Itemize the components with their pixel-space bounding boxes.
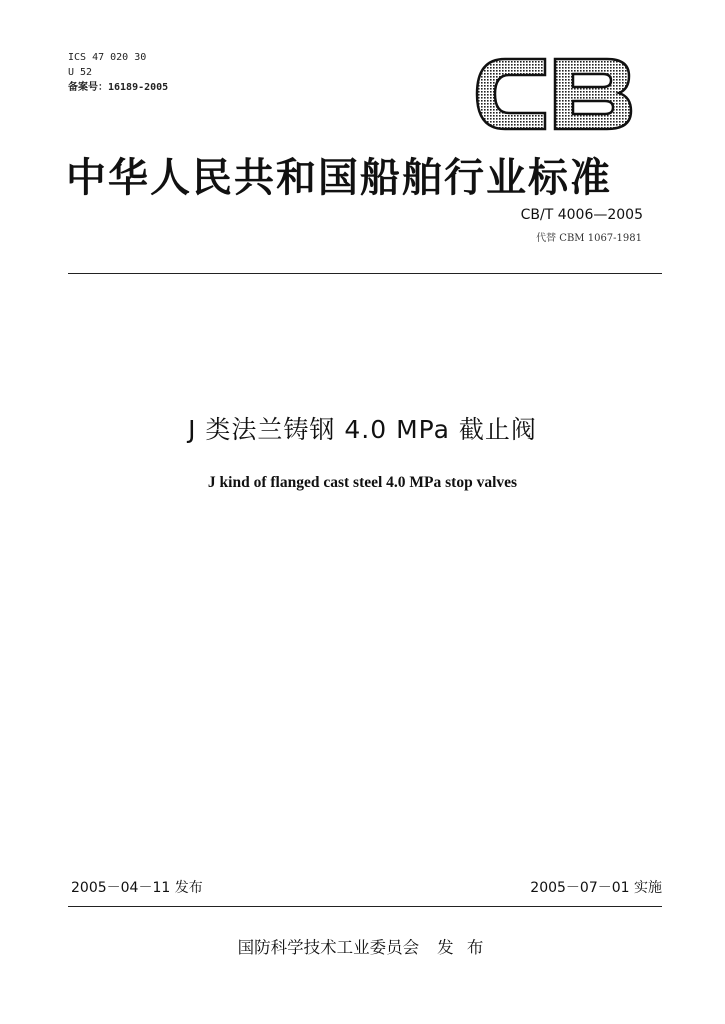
bottom-divider [68, 906, 662, 907]
title-english: J kind of flanged cast steel 4.0 MPa stop valves [207, 474, 518, 491]
top-divider [68, 273, 662, 274]
publisher-suffix: 发 布 [437, 938, 488, 957]
title-chinese: J 类法兰铸钢 4.0 MPa 截止阀 [188, 415, 537, 444]
standard-number: CB/T 4006—2005 [520, 207, 643, 223]
ics-code: ICS 47 020 30 [68, 52, 147, 63]
cb-logo [475, 55, 633, 133]
logo-letter-b [555, 59, 631, 129]
filing-number: 备案号：16189-2005 [68, 82, 169, 93]
implementation-date: 2005－07－01 实施 [530, 880, 662, 896]
logo-letter-c [477, 59, 545, 129]
organization-title: 中华人民共和国船舶行业标准 [66, 155, 612, 201]
publisher-name: 国防科学技术工业委员会 [237, 938, 420, 957]
publisher [0, 934, 725, 958]
header-meta [68, 50, 168, 95]
class-code: U 52 [68, 67, 93, 78]
issue-date: 2005－04－11 发布 [71, 880, 203, 896]
replaces-standard: 代替 CBM 1067-1981 [536, 233, 642, 244]
